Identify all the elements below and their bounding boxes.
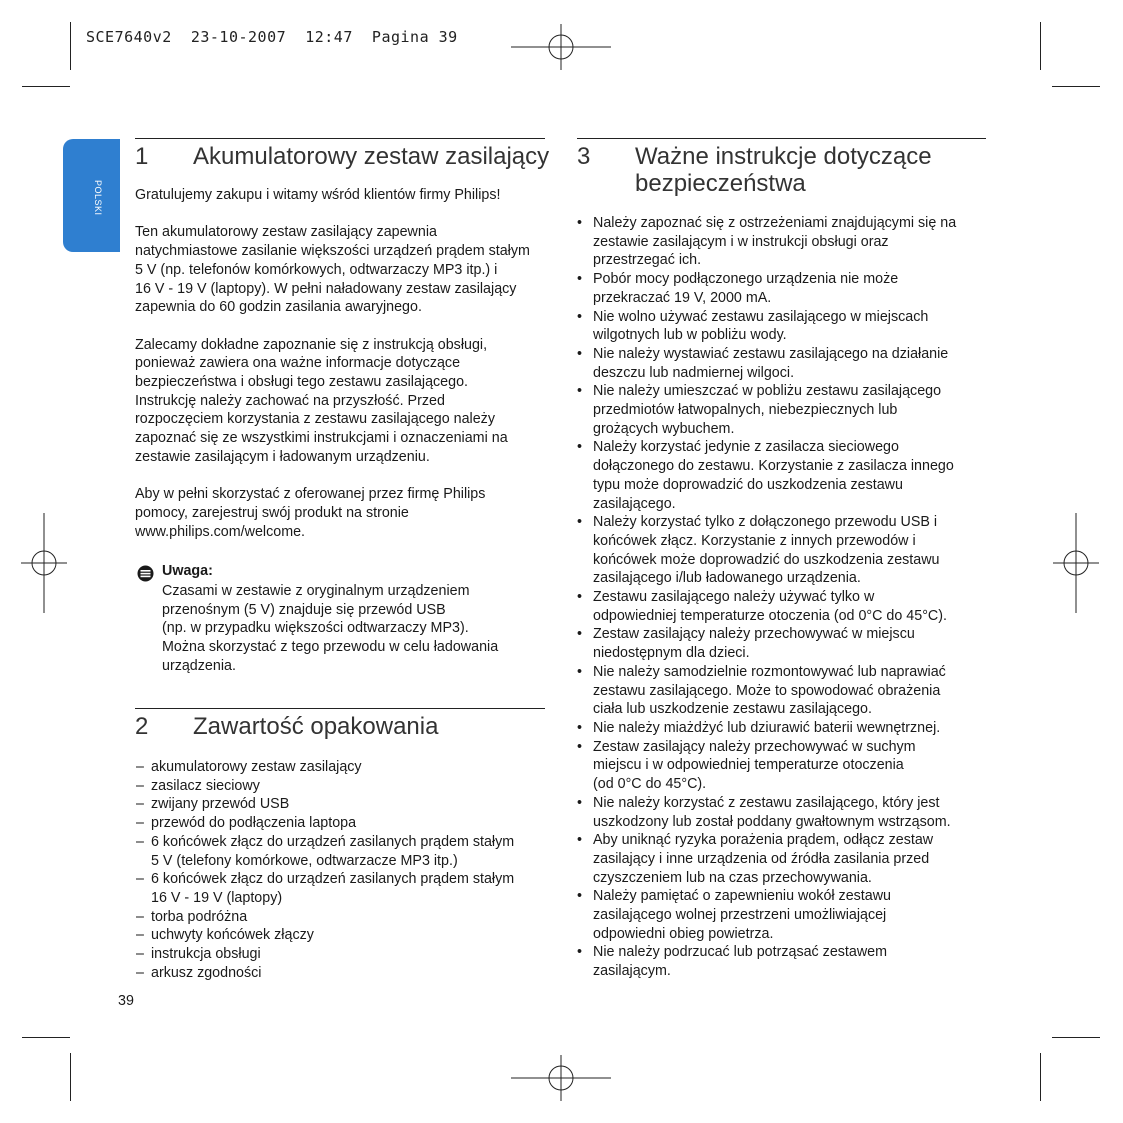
language-tab bbox=[63, 139, 120, 252]
list-item bbox=[136, 814, 514, 833]
text-line: (np. w przypadku większości odtwarzaczy MP3). bbox=[162, 620, 469, 637]
text-line: zestawu zasilającego. Może to spowodować obrażenia bbox=[593, 682, 941, 699]
text-line: 5 V (np. telefonów komórkowych, odtwarzaczy MP3 itp.) i bbox=[135, 261, 498, 278]
text-line: – 6 końcówek złącz do urządzeń zasilanych prądem stałym bbox=[151, 833, 515, 850]
section-1-title: Akumulatorowy zestaw zasilający bbox=[193, 143, 550, 170]
list-item bbox=[577, 382, 956, 438]
list-item bbox=[577, 663, 956, 719]
text-line: ponieważ zawiera ona ważne informacje dotyczące bbox=[135, 355, 461, 372]
text-line: 16 V - 19 V (laptopy) bbox=[151, 889, 283, 906]
crop-mark-top-left-h bbox=[22, 86, 70, 87]
text-line: • Nie należy umieszczać w pobliżu zestawu zasilającego bbox=[593, 383, 942, 400]
section-3-title bbox=[635, 143, 932, 197]
list-item bbox=[136, 833, 514, 870]
description-paragraph bbox=[135, 223, 547, 317]
title-line: Ważne instrukcje dotyczące bbox=[635, 143, 932, 170]
list-item bbox=[136, 945, 514, 964]
text-line: • Nie należy korzystać z zestawu zasilającego, który jest bbox=[593, 794, 940, 811]
text-line: deszczu lub nadmiernej wilgoci. bbox=[593, 364, 795, 381]
text-line: instrukcja obsługi bbox=[151, 946, 261, 963]
list-item bbox=[577, 625, 956, 662]
list-item bbox=[577, 794, 956, 831]
text-line: 16 V - 19 V (laptopy). W pełni naładowany zestaw zasilający bbox=[135, 280, 517, 297]
section-1-body bbox=[135, 186, 547, 560]
text-line: zasilacz sieciowy bbox=[151, 777, 260, 794]
text-line: • Nie należy miażdżyć lub dziurawić baterii wewnętrznej. bbox=[593, 719, 941, 736]
text-line: Zalecamy dokładne zapoznanie się z instrukcją obsługi, bbox=[135, 336, 488, 353]
recommendation-paragraph bbox=[135, 336, 547, 467]
text-line: • Należy korzystać jedynie z zasilacza sieciowego bbox=[593, 439, 899, 456]
text-line: zasilającego i/lub ładowanego urządzenia. bbox=[593, 570, 861, 587]
text-line: przekraczać 19 V, 2000 mA. bbox=[593, 289, 772, 306]
list-item bbox=[577, 345, 956, 382]
list-item bbox=[136, 964, 514, 983]
list-item bbox=[577, 513, 956, 588]
section-1-number: 1 bbox=[135, 143, 149, 170]
list-item bbox=[577, 719, 956, 738]
text-line: – 6 końcówek złącz do urządzeń zasilanych prądem stałym bbox=[151, 871, 515, 888]
registration-mark-top-icon bbox=[511, 24, 611, 70]
text-line: Ten akumulatorowy zestaw zasilający zapewnia bbox=[135, 224, 437, 241]
text-line: wilgotnych lub w pobliżu wody. bbox=[593, 327, 787, 344]
crop-mark-top-right-v bbox=[1040, 22, 1041, 70]
section-2-number: 2 bbox=[135, 713, 149, 740]
text-line: rozpoczęciem korzystania z zestawu zasilającego należy bbox=[135, 411, 495, 428]
page-number: 39 bbox=[118, 993, 134, 1009]
text-line: akumulatorowy zestaw zasilający bbox=[151, 759, 362, 775]
section-1-rule bbox=[135, 138, 545, 139]
list-item bbox=[577, 738, 956, 794]
text-line: miejscu i w odpowiedniej temperaturze otoczenia bbox=[593, 757, 904, 774]
list-item bbox=[577, 831, 956, 887]
registration-mark-right-icon bbox=[1053, 513, 1099, 613]
text-line: urządzenia. bbox=[162, 657, 236, 674]
crop-mark-bottom-right-h bbox=[1052, 1037, 1100, 1038]
text-line: przestrzegać ich. bbox=[593, 252, 702, 269]
text-line: przenośnym (5 V) znajduje się przewód USB bbox=[162, 601, 446, 618]
text-line: uszkodzony lub został poddany gwałtownym wstrząsom. bbox=[593, 813, 951, 830]
text-line: torba podróżna bbox=[151, 908, 248, 925]
text-line: arkusz zgodności bbox=[151, 964, 262, 981]
list-item bbox=[577, 438, 956, 513]
crop-mark-bottom-left-v bbox=[70, 1053, 71, 1101]
text-line: • Nie wolno używać zestawu zasilającego w miejscach bbox=[593, 308, 929, 325]
text-line: • Pobór mocy podłączonego urządzenia nie może bbox=[593, 271, 899, 288]
text-line: zestawie zasilającym i w instrukcji obsługi oraz bbox=[593, 233, 889, 250]
crop-mark-top-right-h bbox=[1052, 86, 1100, 87]
text-line: 5 V (telefony komórkowe, odtwarzacze MP3 itp.) bbox=[151, 852, 458, 869]
list-item bbox=[136, 908, 514, 927]
text-line: dołączonego do zestawu. Korzystanie z zasilacza innego bbox=[593, 458, 954, 475]
list-item bbox=[577, 214, 956, 270]
list-item bbox=[577, 887, 956, 943]
text-line: (od 0°C do 45°C). bbox=[593, 776, 707, 793]
text-line: zasilającego. bbox=[593, 495, 676, 512]
text-line: • Należy korzystać tylko z dołączonego przewodu USB i bbox=[593, 514, 938, 531]
text-line: zestawie zasilającym i ładowanym urządzeniu. bbox=[135, 448, 430, 465]
text-line: Czasami w zestawie z oryginalnym urządzeniem bbox=[162, 583, 470, 599]
text-line: natychmiastowe zasilanie większości urządzeń prądem stałym bbox=[135, 243, 530, 260]
list-item bbox=[577, 588, 956, 625]
text-line: zapoznać się ze wszystkimi instrukcjami i oznaczeniami na bbox=[135, 430, 508, 447]
text-line: • Należy zapoznać się z ostrzeżeniami znajdującymi się na bbox=[593, 215, 957, 231]
list-item bbox=[136, 926, 514, 945]
note-title: Uwaga: bbox=[162, 563, 213, 579]
text-line: ciała lub uszkodzenie zestawu zasilającego. bbox=[593, 701, 872, 718]
section-2-title: Zawartość opakowania bbox=[193, 713, 439, 740]
text-line: grożących wybuchem. bbox=[593, 420, 735, 437]
registration-paragraph bbox=[135, 485, 547, 541]
text-line: uchwyty końcówek złączy bbox=[151, 927, 314, 944]
crop-mark-bottom-left-h bbox=[22, 1037, 70, 1038]
note-body bbox=[162, 582, 498, 676]
text-line: końcówek może doprowadzić do uszkodzenia zestawu bbox=[593, 551, 940, 568]
text-line: • Zestawu zasilającego należy używać tylko w bbox=[593, 589, 875, 606]
text-line: odpowiedniej temperaturze otoczenia (od 0°C do 45°C). bbox=[593, 607, 947, 624]
safety-instructions-list bbox=[577, 214, 956, 981]
text-line: zasilającym. bbox=[593, 963, 671, 980]
text-line: zasilającego wolnej przestrzeni umożliwiającej bbox=[593, 907, 887, 924]
intro-paragraph bbox=[135, 186, 547, 205]
text-line: typu może doprowadzić do uszkodzenia zestawu bbox=[593, 476, 903, 493]
list-item bbox=[136, 795, 514, 814]
language-tab-label: POLSKI bbox=[93, 180, 103, 216]
text-line: zasilający i inne urządzenia od źródła zasilania przed bbox=[593, 850, 930, 867]
section-3-rule bbox=[577, 138, 986, 139]
title-line: bezpieczeństwa bbox=[635, 170, 806, 197]
text-line: zwijany przewód USB bbox=[151, 796, 290, 813]
text-line: Instrukcję należy zachować na przyszłość. Przed bbox=[135, 392, 445, 409]
note-icon bbox=[137, 565, 154, 582]
list-item bbox=[577, 943, 956, 980]
text-line: bezpieczeństwa i obsługi tego zestawu zasilającego. bbox=[135, 374, 468, 390]
text-line: Gratulujemy zakupu i witamy wśród klientów firmy Philips! bbox=[135, 187, 501, 203]
text-line: www.philips.com/welcome. bbox=[135, 523, 306, 540]
list-item bbox=[136, 758, 514, 777]
package-contents-list bbox=[136, 758, 514, 982]
text-line: czyszczeniem lub na czas przechowywania. bbox=[593, 869, 872, 886]
list-item bbox=[136, 777, 514, 796]
text-line: pomocy, zarejestruj swój produkt na stronie bbox=[135, 504, 409, 521]
text-line: Aby w pełni skorzystać z oferowanej przez firmę Philips bbox=[135, 486, 486, 503]
registration-mark-bottom-icon bbox=[511, 1055, 611, 1101]
list-item bbox=[577, 308, 956, 345]
text-line: • Należy pamiętać o zapewnieniu wokół zestawu bbox=[593, 888, 892, 905]
section-2-rule bbox=[135, 708, 545, 709]
text-line: • Zestaw zasilający należy przechowywać w suchym bbox=[593, 738, 916, 755]
text-line: • Nie należy podrzucać lub potrząsać zestawem bbox=[593, 944, 888, 961]
text-line: • Zestaw zasilający należy przechowywać w miejscu bbox=[593, 626, 915, 643]
text-line: • Aby uniknąć ryzyka porażenia prądem, odłącz zestaw bbox=[593, 832, 934, 849]
text-line: niedostępnym dla dzieci. bbox=[593, 645, 750, 662]
registration-mark-left-icon bbox=[21, 513, 67, 613]
crop-mark-bottom-right-v bbox=[1040, 1053, 1041, 1101]
list-item bbox=[136, 870, 514, 907]
text-line: Można skorzystać z tego przewodu w celu ładowania bbox=[162, 639, 499, 656]
text-line: końcówek złącz. Korzystanie z innych przewodów i bbox=[593, 532, 916, 549]
text-line: zapewnia do 60 godzin zasilania awaryjnego. bbox=[135, 299, 422, 316]
text-line: odpowiedni obieg powietrza. bbox=[593, 925, 774, 942]
crop-mark-top-left-v bbox=[70, 22, 71, 70]
text-line: przewód do podłączenia laptopa bbox=[151, 815, 357, 832]
print-slug: SCE7640v2 23-10-2007 12:47 Pagina 39 bbox=[86, 28, 458, 46]
section-3-number: 3 bbox=[577, 143, 591, 170]
text-line: • Nie należy samodzielnie rozmontowywać lub naprawiać bbox=[593, 663, 946, 680]
list-item bbox=[577, 270, 956, 307]
text-line: przedmiotów łatwopalnych, niebezpiecznych lub bbox=[593, 402, 898, 419]
text-line: • Nie należy wystawiać zestawu zasilającego na działanie bbox=[593, 345, 949, 362]
